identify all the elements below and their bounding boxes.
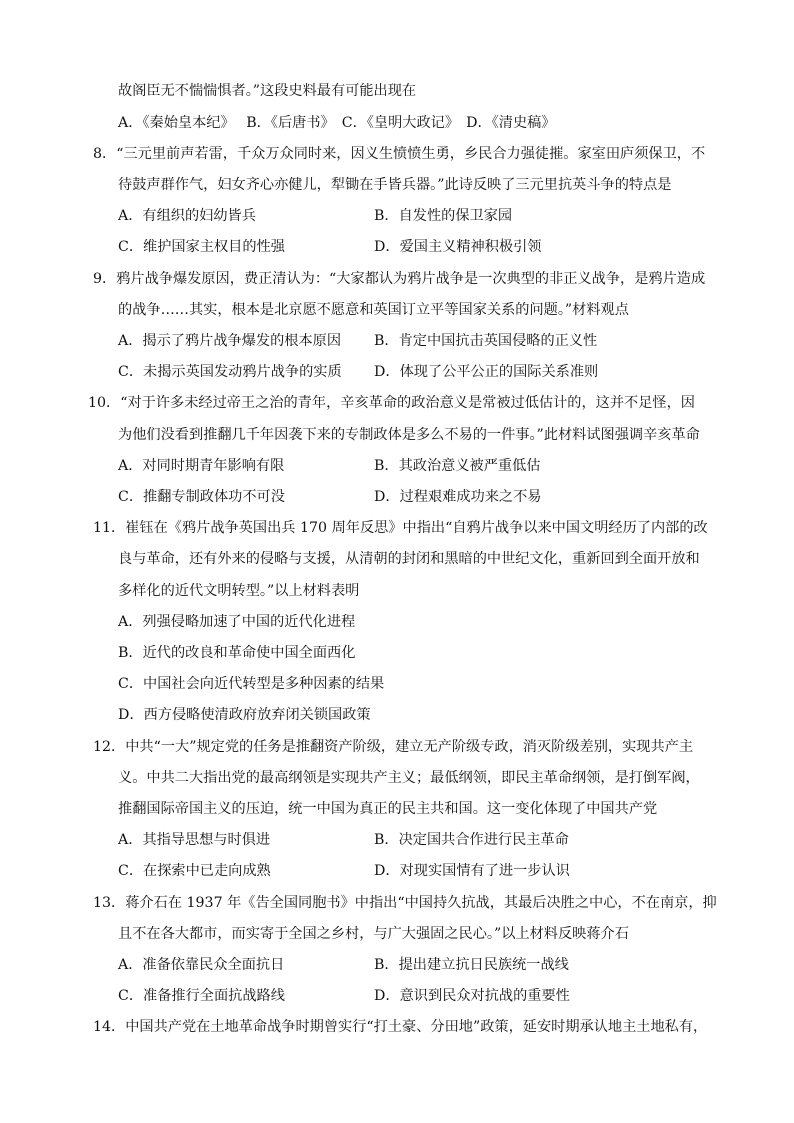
q13-option-b: B．提出建立抗日民族统一战线 bbox=[374, 957, 569, 973]
q9-option-c: C．未揭示英国发动鸦片战争的实质 bbox=[118, 364, 342, 380]
q11-stem-line3: 多样化的近代文明转型。”以上材料表明 bbox=[118, 583, 360, 599]
q12-stem-line3: 推翻国际帝国主义的压迫，统一中国为真正的民主共和国。这一变化体现了中国共产党 bbox=[118, 801, 658, 817]
q11-option-d: D．西方侵略使清政府放弃闭关锁国政策 bbox=[118, 707, 371, 723]
q7-options: A．《秦始皇本纪》 B．《后唐书》 C．《皇明大政记》 D．《清史稿》 bbox=[118, 115, 556, 131]
q9-stem-line2: 的战争……其实，根本是北京愿不愿意和英国订立平等国家关系的问题。”材料观点 bbox=[118, 302, 629, 318]
q8-option-a: A．有组织的妇幼皆兵 bbox=[118, 208, 256, 224]
q13-option-a: A．准备依靠民众全面抗日 bbox=[118, 957, 285, 973]
q12-option-a: A．其指导思想与时俱进 bbox=[118, 832, 271, 848]
q11-stem-line2: 良与革命，还有外来的侵略与支援，从清朝的封闭和黑暗的中世纪文化，重新回到全面开放和 bbox=[118, 551, 700, 567]
q8-stem-line2: 待鼓声群作气，妇女齐心亦健儿，犁锄在手皆兵器。”此诗反映了三元里抗英斗争的特点是 bbox=[118, 177, 672, 193]
q7-stem-tail: 故阁臣无不惴惴惧者。”这段史料最有可能出现在 bbox=[118, 83, 417, 99]
q10-option-a: A．对同时期青年影响有限 bbox=[118, 458, 285, 474]
q11-option-a: A．列强侵略加速了中国的近代化进程 bbox=[118, 614, 356, 630]
q8-stem-line1: 8．“三元里前声若雷，千众万众同时来，因义生愤愤生勇，乡民合力强徒摧。家室田庐须保卫，不 bbox=[93, 146, 706, 162]
q10-option-b: B．其政治意义被严重低估 bbox=[374, 458, 541, 474]
q9-option-d: D．体现了公平公正的国际关系准则 bbox=[374, 364, 599, 380]
q9-option-b: B．肯定中国抗击英国侵略的正义性 bbox=[374, 333, 598, 349]
q13-option-c: C．准备推行全面抗战路线 bbox=[118, 988, 285, 1004]
q10-option-c: C．推翻专制政体功不可没 bbox=[118, 489, 285, 505]
q10-stem-line1: 10．“对于许多未经过帝王之治的青年，辛亥革命的政治意义是常被过低估计的，这并不足怪，因 bbox=[88, 395, 695, 411]
q12-option-b: B．决定国共合作进行民主革命 bbox=[374, 832, 569, 848]
q12-option-c: C．在探索中已走向成熟 bbox=[118, 863, 271, 879]
q11-option-b: B．近代的改良和革命使中国全面西化 bbox=[118, 645, 356, 661]
q14-stem-line1: 14．中国共产党在土地革命战争时期曾实行“打土豪、分田地”政策，延安时期承认地主土地私有， bbox=[93, 1019, 708, 1035]
q12-option-d: D．对现实国情有了进一步认识 bbox=[374, 863, 570, 879]
q8-option-d: D．爱国主义精神积极引领 bbox=[374, 239, 542, 255]
q13-stem-line1: 13．蒋介石在 1937 年《告全国同胞书》中指出“中国持久抗战，其最后决胜之中心，不在南京，抑 bbox=[93, 895, 717, 911]
q9-stem-line1: 9．鸦片战争爆发原因，费正清认为：“大家都认为鸦片战争是一次典型的非正义战争，是鸦片造成 bbox=[93, 271, 706, 287]
q8-option-c: C．维护国家主权目的性强 bbox=[118, 239, 285, 255]
q11-stem-line1: 11．崔钰在《鸦片战争英国出兵 170 周年反思》中指出“自鸦片战争以来中国文明经历了内部的改 bbox=[93, 520, 708, 536]
q9-option-a: A．揭示了鸦片战争爆发的根本原因 bbox=[118, 333, 342, 349]
q13-stem-line2: 且不在各大都市，而实寄于全国之乡村，与广大强固之民心。”以上材料反映蒋介石 bbox=[118, 926, 629, 942]
q8-option-b: B．自发性的保卫家园 bbox=[374, 208, 513, 224]
q10-stem-line2: 为他们没看到推翻几千年因袭下来的专制政体是多么不易的一件事。”此材料试图强调辛亥革命 bbox=[118, 427, 700, 443]
q12-stem-line1: 12．中共“一大”规定党的任务是推翻资产阶级，建立无产阶级专政，消灭阶级差别，实现共产主 bbox=[93, 739, 694, 755]
q10-option-d: D．过程艰难成功来之不易 bbox=[374, 489, 542, 505]
q11-option-c: C．中国社会向近代转型是多种因素的结果 bbox=[118, 676, 385, 692]
q12-stem-line2: 义。中共二大指出党的最高纲领是实现共产主义；最低纲领，即民主革命纲领，是打倒军阀， bbox=[118, 770, 700, 786]
q13-option-d: D．意识到民众对抗战的重要性 bbox=[374, 988, 570, 1004]
